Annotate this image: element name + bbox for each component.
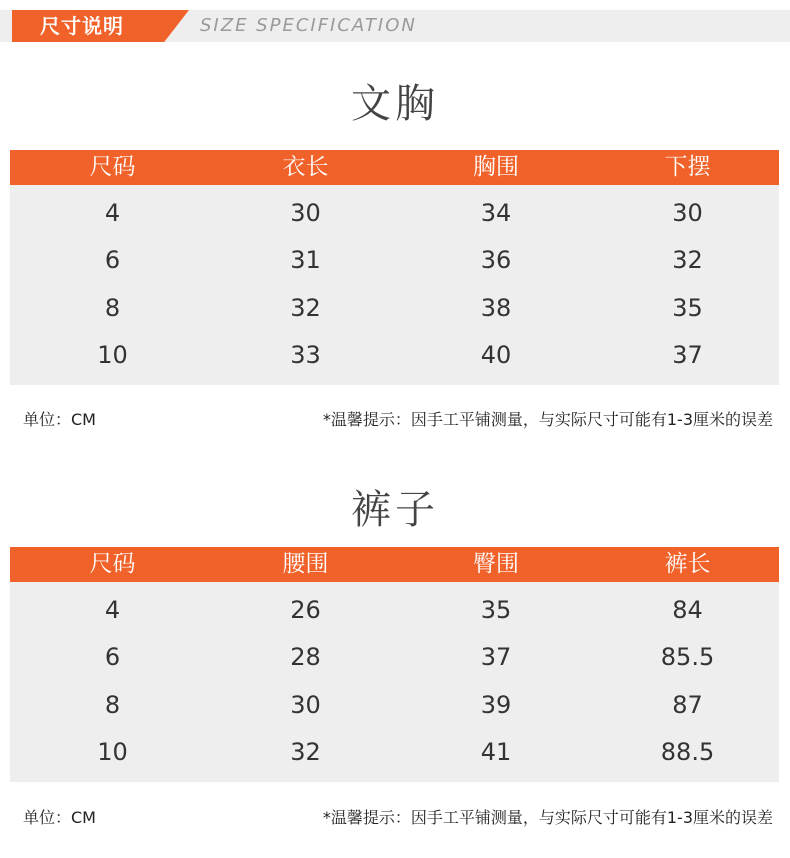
header-tag-label: 尺寸说明: [40, 14, 124, 38]
section-title-pants: 裤子: [351, 487, 439, 533]
column-header-hem: 下摆: [664, 154, 711, 180]
table-cell: 8: [104, 293, 121, 322]
table-cell: 30: [672, 198, 703, 227]
table-row: [10, 729, 779, 777]
table-cell: 26: [290, 595, 321, 624]
table-row: [10, 284, 779, 332]
measurement-note: *温馨提示：因手工平铺测量，与实际尺寸可能有1-3厘米的误差: [322, 410, 773, 429]
table-cell: 32: [290, 738, 321, 767]
column-header-length: 衣长: [282, 154, 329, 180]
table-cell: 34: [480, 198, 512, 227]
column-header-waist: 腰围: [282, 551, 329, 577]
table-cell: 28: [290, 643, 321, 672]
table-cell: 84: [672, 595, 703, 624]
measurement-note: *温馨提示：因手工平铺测量，与实际尺寸可能有1-3厘米的误差: [322, 808, 773, 827]
table-header: [10, 150, 779, 185]
table-cell: 87: [672, 690, 703, 719]
table-cell: 39: [480, 690, 512, 719]
table-row: [10, 189, 779, 237]
table-cell: 32: [290, 293, 321, 322]
table-cell: 38: [480, 293, 512, 322]
column-header-pant-length: 裤长: [664, 551, 711, 577]
size-table-bra: [10, 150, 779, 385]
table-cell: 31: [290, 246, 321, 275]
table-cell: 10: [97, 341, 128, 370]
column-header-chest: 胸围: [473, 154, 519, 180]
unit-label: 单位：CM: [23, 808, 96, 827]
table-cell: 35: [480, 595, 512, 624]
table-cell: 33: [290, 341, 321, 370]
unit-label: 单位：CM: [23, 410, 96, 429]
table-body: [10, 582, 779, 782]
table-cell: 4: [104, 198, 121, 227]
table-cell: 35: [672, 293, 703, 322]
size-table-pants: [10, 547, 779, 782]
table-cell: 10: [97, 738, 128, 767]
table-row: [10, 634, 779, 682]
table-header: [10, 547, 779, 582]
column-header-size: 尺码: [89, 154, 136, 180]
table-cell: 37: [480, 643, 512, 672]
table-cell: 6: [104, 246, 121, 275]
table-cell: 88.5: [660, 738, 715, 767]
table-cell: 36: [480, 246, 512, 275]
column-header-size: 尺码: [89, 551, 136, 577]
table-cell: 30: [290, 690, 321, 719]
header-subtitle: SIZE SPECIFICATION: [200, 15, 417, 36]
table-cell: 40: [480, 341, 512, 370]
table-cell: 6: [104, 643, 121, 672]
table-cell: 41: [480, 738, 512, 767]
table-cell: 30: [290, 198, 321, 227]
table-cell: 32: [672, 246, 703, 275]
table-row: [10, 332, 779, 380]
table-row: [10, 681, 779, 729]
table-body: [10, 185, 779, 385]
table-row: [10, 586, 779, 634]
table-cell: 8: [104, 690, 121, 719]
column-header-hip: 臀围: [473, 551, 519, 577]
table-cell: 4: [104, 595, 121, 624]
table-cell: 37: [672, 341, 703, 370]
section-title-bra: 文胸: [351, 81, 439, 127]
table-row: [10, 237, 779, 285]
table-cell: 85.5: [660, 643, 715, 672]
